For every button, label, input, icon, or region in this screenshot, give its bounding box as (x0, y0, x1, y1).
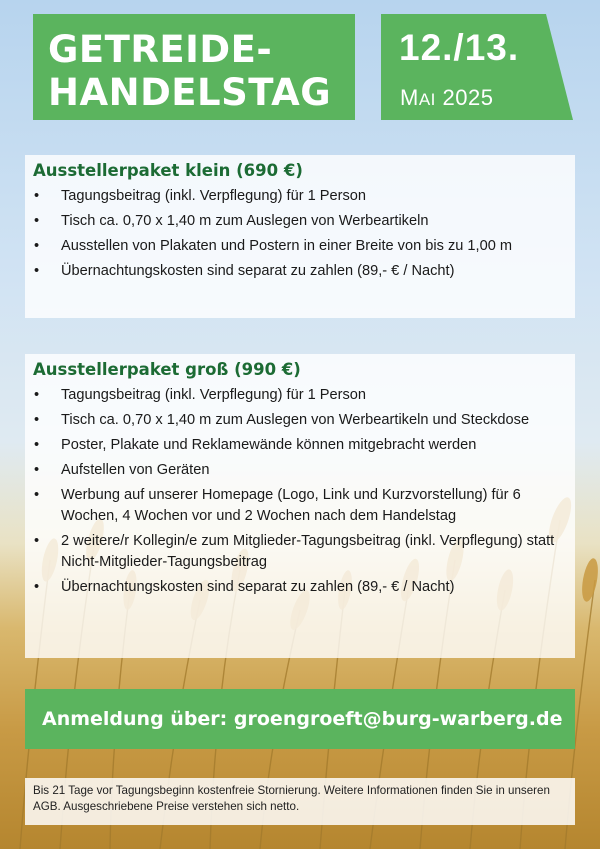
registration-banner (25, 689, 575, 749)
footnote-box (25, 778, 575, 825)
list-item-text: Aufstellen von Geräten (61, 462, 210, 478)
bullet-icon: • (34, 387, 40, 403)
event-title-line-1: GETREIDE- (48, 28, 273, 71)
package-large-panel (25, 354, 575, 658)
list-item (33, 577, 565, 598)
bullet-icon: • (34, 462, 40, 478)
registration-label: Anmeldung über: (42, 708, 228, 730)
list-item (33, 261, 565, 282)
footnote-text: Bis 21 Tage vor Tagungsbeginn kostenfreie Stornierung. Weitere Informationen finden Sie in unseren AGB. Ausgeschriebene Preise verstehen sich netto. (33, 784, 550, 813)
bullet-icon: • (34, 188, 40, 204)
list-item-text: Tisch ca. 0,70 x 1,40 m zum Auslegen von Werbeartikeln (61, 213, 429, 229)
list-item (33, 385, 565, 406)
event-date-box (381, 14, 573, 120)
bullet-icon: • (34, 412, 40, 428)
list-item-text: Übernachtungskosten sind separat zu zahlen (89,- € / Nacht) (61, 579, 455, 595)
event-month-rest: AI (418, 90, 436, 109)
bullet-icon: • (34, 437, 40, 453)
event-date-month (400, 85, 493, 111)
package-large-list (33, 385, 565, 598)
registration-email-link[interactable]: groengroeft@burg-warberg.de (233, 708, 563, 730)
package-small-list (33, 186, 565, 282)
list-item-text: Tagungsbeitrag (inkl. Verpflegung) für 1 Person (61, 387, 367, 403)
bullet-icon: • (34, 533, 40, 549)
list-item (33, 460, 565, 481)
event-year: 2025 (442, 85, 494, 110)
event-title-box (33, 14, 355, 120)
list-item-text: Übernachtungskosten sind separat zu zahlen (89,- € / Nacht) (61, 263, 455, 279)
event-title-line-2: HANDELSTAG (48, 71, 332, 114)
bullet-icon: • (34, 487, 40, 503)
bullet-icon: • (34, 213, 40, 229)
event-month-initial: M (400, 85, 419, 110)
list-item (33, 410, 565, 431)
event-date-days: 12./13. (399, 27, 520, 68)
package-large-title: Ausstellerpaket groß (990 €) (33, 360, 301, 379)
list-item-text: Poster, Plakate und Reklamewände können mitgebracht werden (61, 437, 477, 453)
bullet-icon: • (34, 238, 40, 254)
list-item (33, 186, 565, 207)
list-item-text: Ausstellen von Plakaten und Postern in einer Breite von bis zu 1,00 m (61, 238, 513, 254)
package-small-title: Ausstellerpaket klein (690 €) (33, 161, 303, 180)
list-item-text: 2 weitere/r Kollegin/e zum Mitglieder-Tagungsbeitrag (inkl. Verpflegung) statt Nicht-Mitglieder-Tagungsbeitrag (61, 533, 555, 570)
list-item (33, 236, 565, 257)
list-item-text: Werbung auf unserer Homepage (Logo, Link und Kurzvorstellung) für 6 Wochen, 4 Wochen vor und 2 Wochen nach dem Handelstag (61, 487, 521, 524)
list-item (33, 531, 565, 573)
bullet-icon: • (34, 579, 40, 595)
list-item (33, 485, 565, 527)
package-small-panel (25, 155, 575, 318)
list-item-text: Tisch ca. 0,70 x 1,40 m zum Auslegen von Werbeartikeln und Steckdose (61, 412, 530, 428)
list-item (33, 435, 565, 456)
bullet-icon: • (34, 263, 40, 279)
list-item-text: Tagungsbeitrag (inkl. Verpflegung) für 1 Person (61, 188, 367, 204)
list-item (33, 211, 565, 232)
